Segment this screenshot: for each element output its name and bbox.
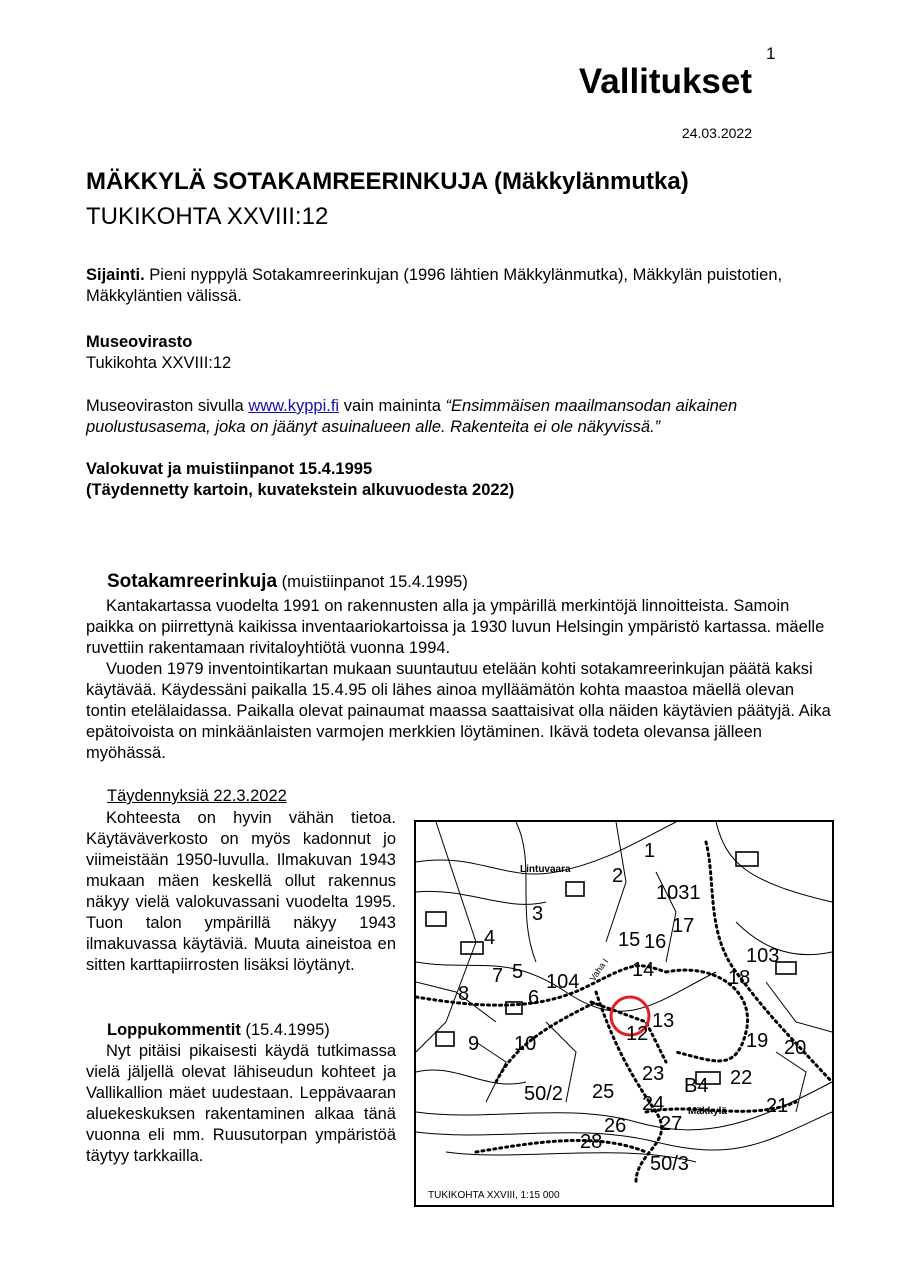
page-number: 1 [766, 44, 776, 63]
map-label: 104 [546, 971, 580, 993]
section-subtitle: (muistiinpanot 15.4.1995) [277, 573, 468, 591]
final-comments [86, 1020, 396, 1167]
map-label: 23 [642, 1063, 665, 1085]
map-label: 50/2 [524, 1083, 563, 1105]
map-label: 20 [784, 1037, 807, 1059]
map-label: 28 [580, 1131, 603, 1153]
map-label: 7 [492, 965, 504, 987]
map-label: 6 [528, 987, 540, 1009]
museum-ref: Tukikohta XXVIII:12 [86, 354, 232, 372]
place-makkyla: Mäkkylä [688, 1106, 727, 1117]
map-label: 13 [652, 1010, 675, 1032]
final-date: (15.4.1995) [240, 1021, 330, 1039]
page-heading: MÄKKYLÄ SOTAKAMREERINKUJA (Mäkkylänmutka) [86, 168, 689, 195]
map-label: 1031 [656, 882, 701, 904]
map-label: 16 [644, 931, 667, 953]
page-subheading: TUKIKOHTA XXVIII:12 [86, 203, 329, 230]
map-label: 14 [632, 959, 655, 981]
location-label: Sijainti. [86, 266, 145, 284]
museum-title: Museovirasto [86, 333, 193, 351]
section-heading [107, 571, 468, 593]
map-label: 1 [644, 840, 656, 862]
museum-quote: “Ensimmäisen maailmansodan aikainen puolustusasema, joka on jäänyt asuinalueen alle. Rakenteita ei ole näkyvissä.” [86, 397, 738, 436]
section-title: Sotakamreerinkuja [107, 571, 278, 592]
final-heading [86, 1020, 396, 1041]
map-label: 26 [604, 1115, 627, 1137]
museum-block [86, 332, 826, 374]
photos-line-1: Valokuvat ja muistiinpanot 15.4.1995 [86, 460, 373, 478]
map-label: 17 [672, 915, 695, 937]
map-label: 19 [746, 1030, 769, 1052]
map-drawing [416, 822, 832, 1205]
kyppi-link[interactable]: www.kyppi.fi [248, 397, 340, 415]
final-text: Nyt pitäisi pikaisesti käydä tutkimassa vielä jäljellä olevat lähiseudun kohteet ja Vallikallion mäet uudestaan. Leppävaaran aluekeskuksen rakentaminen alkaa tänä vuonna eli mm. Ruusutorpan ympäristöä täytyy tarkkailla. [86, 1042, 396, 1165]
museum-mid: vain maininta [339, 397, 446, 415]
map-labels [458, 840, 806, 1175]
map-figure [414, 820, 834, 1207]
location-text: Pieni nyppylä Sotakamreerinkujan (1996 lähtien Mäkkylänmutka), Mäkkylän puistotien, Mäkkyläntien välissä. [86, 266, 783, 305]
map-label: 25 [592, 1081, 615, 1103]
supplement-title: Täydennyksiä 22.3.2022 [107, 787, 287, 805]
map-label: 15 [618, 929, 641, 951]
map-label: 10 [514, 1033, 537, 1055]
map-label: 2 [612, 865, 624, 887]
map-label: 103 [746, 945, 780, 967]
map-label: 4 [484, 927, 496, 949]
map-label: 50/3 [650, 1153, 689, 1175]
section-paragraph-2: Vuoden 1979 inventointikartan mukaan suuntautuu etelään kohti sotakamreerinkujan päätä kaksi käytävää. Käydessäni paikalla 15.4.95 oli lähes ainoa mylläämätön kohta maastoa mäellä olevan tontin etelälaidassa. Paikalla olevat painaumat maassa saattaisivat olla näiden käytävien päätyjä. Aika epätoivoista on minkäänlaisten varmojen merkkien löytäminen. Ikävä todeta olevansa jälleen myöhässä. [86, 660, 831, 762]
map-caption: TUKIKOHTA XXVIII, 1:15 000 [428, 1190, 560, 1201]
place-lintuvaara: Lintuvaara [520, 864, 571, 875]
museum-paragraph [86, 396, 826, 438]
map-label: 21 [766, 1095, 789, 1117]
map-label: 18 [728, 967, 751, 989]
photos-line-2: (Täydennetty kartoin, kuvatekstein alkuvuodesta 2022) [86, 481, 515, 499]
map-label: 5 [512, 961, 524, 983]
supplement-text: Kohteesta on hyvin vähän tietoa. Käytäväverkosto on myös kadonnut jo viimeistään 1950-luvulla. Ilmakuvan 1943 mukaan mäen keskellä ollut rakennus näkyy vielä valokuvassani vuodelta 1995. Tuon talon ympärillä näkyy 1943 ilmakuvassa käytäviä. Muuta aineistoa en sitten karttapiirrosten lisäksi löytänyt. [86, 809, 396, 974]
map-label: 9 [468, 1033, 480, 1055]
photos-block [86, 459, 826, 501]
final-title: Loppukommentit [107, 1021, 241, 1039]
museum-intro: Museoviraston sivulla [86, 397, 249, 415]
section-body [86, 596, 831, 764]
document-title: Vallitukset [578, 62, 752, 101]
map-label: 8 [458, 983, 470, 1005]
map-label: B4 [684, 1075, 709, 1097]
map-label: 22 [730, 1067, 753, 1089]
map-label: 12 [626, 1023, 649, 1045]
road-label: Vaha I [587, 956, 611, 984]
map-label: 3 [532, 903, 544, 925]
section-paragraph-1: Kantakartassa vuodelta 1991 on rakennusten alla ja ympärillä merkintöjä linnoitteista. Samoin paikka on piirrettynä kaikissa inventaariokartoissa ja 1930 luvun Helsingin ympäristö kartassa. mäelle ruvettiin rakentamaan rivitaloyhtiötä vuonna 1994. [86, 597, 825, 657]
map-label: 24 [642, 1093, 665, 1115]
location-paragraph [86, 265, 826, 307]
supplement-column [86, 808, 396, 976]
document-date: 24.03.2022 [681, 125, 752, 141]
map-label: 27 [660, 1113, 683, 1135]
